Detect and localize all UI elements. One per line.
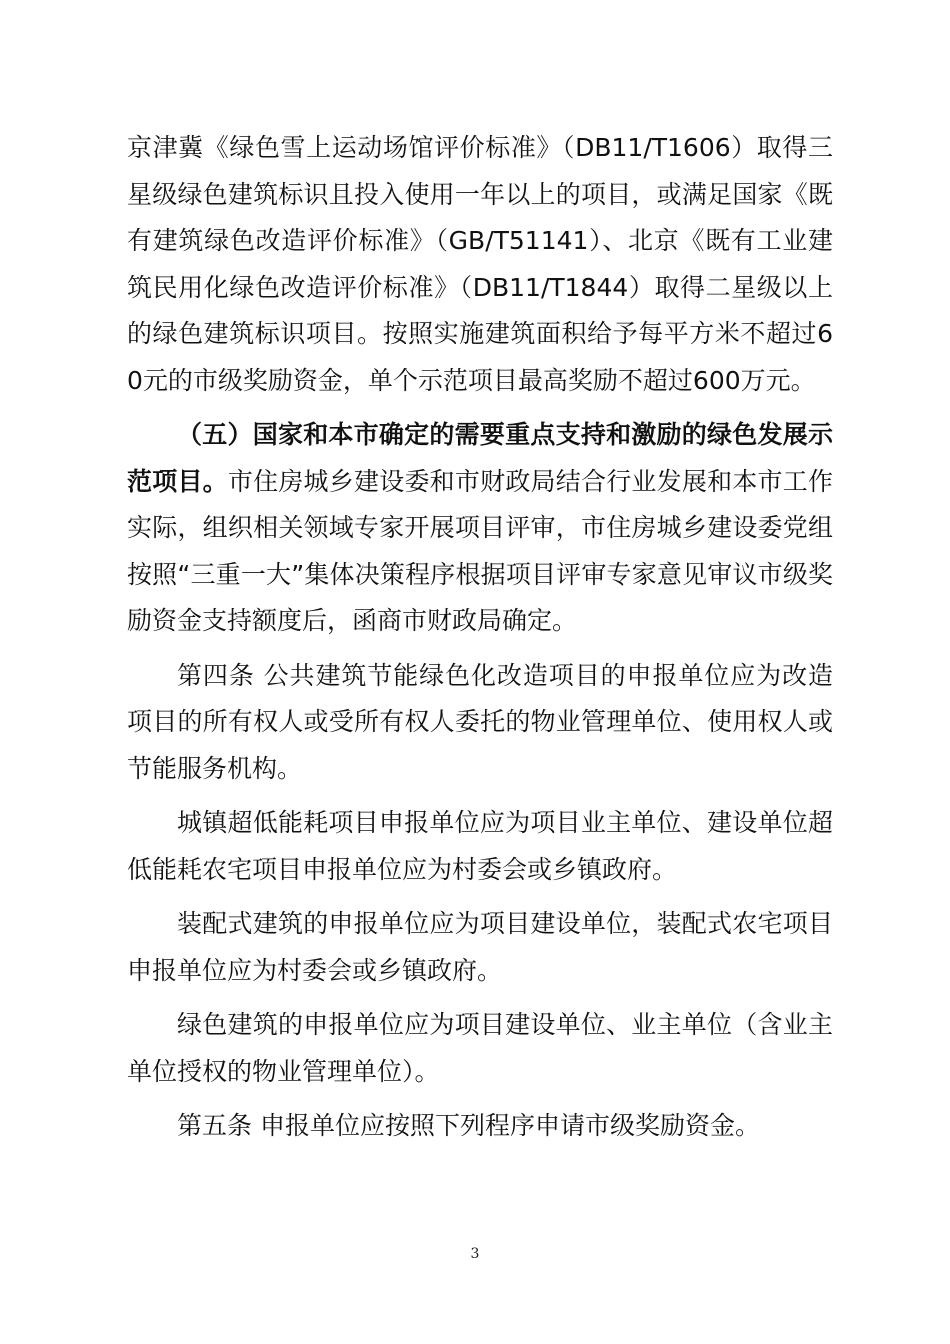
paragraph-prefabricated: [127, 901, 833, 994]
paragraph-text: 装配式建筑的申报单位应为项目建设单位，装配式农宅项目申报单位应为村委会或乡镇政府。: [127, 909, 833, 985]
paragraph-text: 第四条 公共建筑节能绿色化改造项目的申报单位应为改造项目的所有权人或受所有权人委托的物业管理单位、使用权人或节能服务机构。: [127, 660, 833, 783]
paragraph-green-building: [127, 1002, 833, 1095]
paragraph-text: 市住房城乡建设委和市财政局结合行业发展和本市工作实际，组织相关领域专家开展项目评审，市住房城乡建设委党组按照“三重一大”集体决策程序根据项目评审专家意见审议市级奖励资金支持额度后，函商市财政局确定。: [127, 466, 833, 635]
body-text: [127, 125, 833, 1154]
paragraph-text: 绿色建筑的申报单位应为项目建设单位、业主单位（含业主单位授权的物业管理单位）。: [127, 1010, 833, 1086]
paragraph-article-four: [127, 653, 833, 793]
paragraph-article-five: [127, 1103, 833, 1150]
item-five-heading: （五）国家和本市确定的需要重点支持和激励的绿色发展示范项目。: [127, 420, 833, 496]
paragraph-text: 京津冀《绿色雪上运动场馆评价标准》（DB11/T1606）取得三星级绿色建筑标识且投入使用一年以上的项目，或满足国家《既有建筑绿色改造评价标准》（GB/T51141）、北京《既有工业建筑民用化绿色改造评价标准》（DB11/T1844）取得二星级以上的绿色建筑标识项目。按照实施建筑面积给予每平方米不超过60元的市级奖励资金，单个示范项目最高奖励不超过600万元。: [127, 133, 833, 395]
paragraph-text: 城镇超低能耗项目申报单位应为项目业主单位、建设单位超低能耗农宅项目申报单位应为村委会或乡镇政府。: [127, 808, 833, 884]
page-number: 3: [470, 1246, 480, 1262]
paragraph-text: 第五条 申报单位应按照下列程序申请市级奖励资金。: [177, 1111, 760, 1140]
paragraph-ultra-low-energy: [127, 800, 833, 893]
paragraph-star-rating-criteria: [127, 125, 833, 404]
paragraph-item-five: [127, 412, 833, 645]
